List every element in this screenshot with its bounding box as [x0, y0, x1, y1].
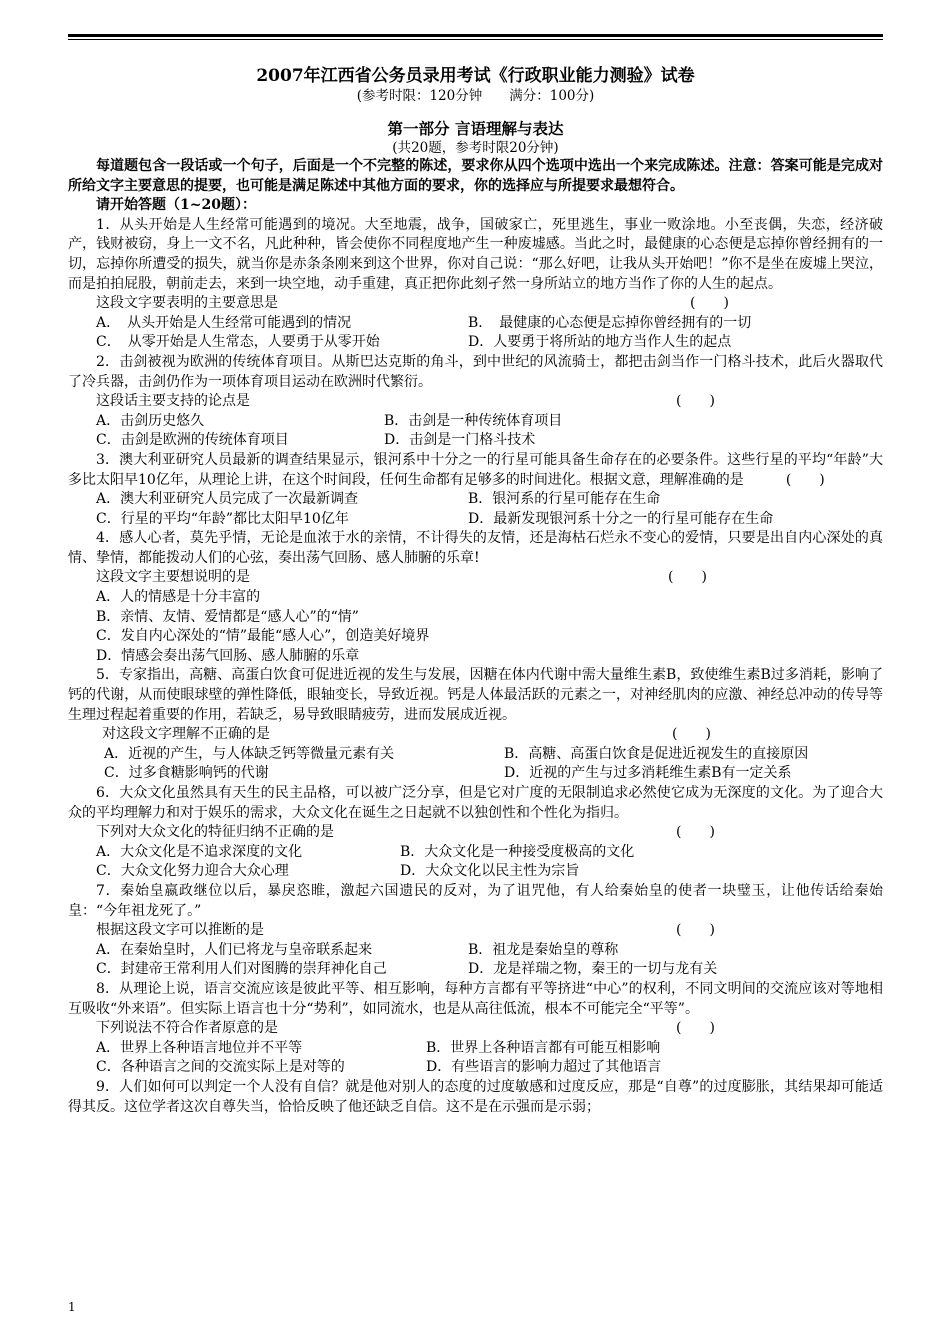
question-5-options-row-2: [68, 764, 883, 784]
option-c[interactable]: C．发自内心深处的“情”最能“感人心”，创造美好境界: [96, 628, 430, 645]
option-c[interactable]: C．过多食糖影响钙的代谢: [104, 765, 269, 782]
option-b[interactable]: B．世界上各种语言都有可能互相影响: [426, 1039, 661, 1056]
answer-paren: ( ): [668, 569, 707, 586]
option-a[interactable]: A．世界上各种语言地位并不平等: [96, 1039, 303, 1056]
option-a[interactable]: A．近视的产生，与人体缺乏钙等微量元素有关: [104, 745, 395, 762]
option-d[interactable]: D．近视的产生与过多消耗维生素B有一定关系: [504, 765, 792, 782]
exam-title: 2007年江西省公务员录用考试《行政职业能力测验》试卷: [256, 66, 695, 86]
question-3-options-row-1: [68, 490, 883, 510]
stem-text: 这段文字主要想说明的是: [96, 569, 250, 586]
option-b[interactable]: B．大众文化是一种接受度极高的文化: [400, 843, 635, 860]
option-b[interactable]: B．击剑是一种传统体育项目: [384, 412, 563, 429]
question-4-passage: 4．感人心者，莫先乎情，无论是血浓于水的亲情，不计得失的友情，还是海枯石烂永不变心的爱情，只要是出自内心深处的真情、挚情，都能拨动人们的心弦，奏出荡气回肠、感人肺腑的乐章!: [68, 530, 883, 566]
question-2-options-row-1: [68, 412, 883, 432]
answer-paren: ( ): [676, 393, 715, 410]
question-2-options-row-2: [68, 431, 883, 451]
option-d[interactable]: D．大众文化以民主性为宗旨: [400, 863, 580, 880]
question-1-stem: [68, 294, 883, 314]
option-b[interactable]: B．亲情、友情、爱情都是“感人心”的“情”: [96, 608, 359, 625]
question-8-options-row-2: [68, 1058, 883, 1078]
header-rule-thick: [68, 34, 883, 37]
question-5-passage: 5．专家指出，高糖、高蛋白饮食可促进近视的发生与发展，因糖在体内代谢中需大量维生素B，致使维生素B过多消耗，影响了钙的代谢，从而使眼球壁的弹性降低，眼轴变长，导致近视。钙是人体最活跃的元素之一，对神经肌肉的应激、神经总冲动的传导等生理过程起着重要的作用，若缺乏，易导致眼睛疲劳，进而发展成近视。: [68, 667, 883, 723]
part-subtitle: (共20题，参考时限20分钟): [392, 140, 559, 156]
question-6-stem: [68, 823, 883, 843]
question-8-passage: 8．从理论上说，语言交流应该是彼此平等、相互影响，每种方言都有平等挤进“中心”的权利，不同文明间的交流应该对等地相互吸收“外来语”。但实际上语言也十分“势利”，如同流水，也是从高往低流，根本不可能完全“平等”。: [68, 980, 883, 1017]
answer-paren: ( ): [785, 471, 825, 488]
question-7-options-row-1: [68, 941, 883, 961]
page-number: 1: [68, 1300, 76, 1314]
question-5-options-row-1: [68, 745, 883, 765]
question-8-options-row-1: [68, 1039, 883, 1059]
question-8-stem: [68, 1019, 883, 1039]
question-1-options-row-2: [68, 333, 883, 353]
question-7-stem: [68, 921, 883, 941]
option-b[interactable]: B．祖龙是秦始皇的尊称: [468, 941, 619, 958]
stem-text: 对这段文字理解不正确的是: [102, 726, 270, 743]
option-d[interactable]: D．龙是祥瑞之物，秦王的一切与龙有关: [468, 961, 718, 978]
option-c[interactable]: C．击剑是欧洲的传统体育项目: [96, 432, 289, 449]
option-d[interactable]: D．人要勇于将所站的地方当作人生的起点: [468, 334, 732, 351]
option-c[interactable]: C． 从零开始是人生常态，人要勇于从零开始: [96, 334, 380, 351]
stem-text: 根据这段文字可以推断的是: [96, 922, 264, 939]
question-6-options-row-1: [68, 843, 883, 863]
question-3-passage: [68, 451, 883, 490]
question-9-passage: 9．人们如何可以判定一个人没有自信？就是他对别人的态度的过度敏感和过度反应，那是“自尊”的过度膨胀，其结果却可能适得其反。这位学者这次自尊失当，恰恰反映了他还缺乏自信。这不是在示强而是示弱；: [68, 1078, 883, 1115]
option-c[interactable]: C．行星的平均“年龄”都比太阳早10亿年: [96, 510, 349, 527]
question-7-passage: 7．秦始皇嬴政继位以后，暴戾恣睢，激起六国遗民的反对，为了诅咒他，有人给秦始皇的使者一块璧玉，让他传话给秦始皇：“今年祖龙死了。”: [68, 882, 883, 919]
option-b[interactable]: B． 最健康的心态便是忘掉你曾经拥有的一切: [468, 314, 752, 331]
option-a[interactable]: A．在秦始皇时，人们已将龙与皇帝联系起来: [96, 941, 373, 958]
question-1-passage: 1．从头开始是人生经常可能遇到的境况。大至地震，战争，国破家亡，死里逃生，事业一败涂地。小至丧偶，失恋，经济破产，钱财被窃，身上一文不名，凡此种种，皆会使你不同程度地产生一种废墟感。当此之时，最健康的心态便是忘掉你曾经拥有的一切，忘掉你所遭受的损失，就当你是赤条条刚来到这个世界，你对自己说：“那么好吧，让我从头开始吧！”你不是坐在废墟上哭泣，而是拍拍屁股，朝前走去，来到一块空地，动手重建，真正把你此刻孑然一身所站立的地方当作了你的人生的起点。: [68, 216, 883, 292]
start-label: 请开始答题（1~20题）：: [96, 197, 256, 214]
exam-page: [68, 34, 883, 1117]
answer-paren: ( ): [676, 1020, 715, 1037]
question-6-options-row-2: [68, 862, 883, 882]
option-d[interactable]: D．最新发现银河系十分之一的行星可能存在生命: [468, 510, 774, 527]
option-d[interactable]: D．有些语言的影响力超过了其他语言: [426, 1059, 662, 1076]
option-a[interactable]: A．人的情感是十分丰富的: [96, 589, 261, 606]
option-c[interactable]: C．封建帝王常利用人们对图腾的崇拜神化自己: [96, 961, 387, 978]
question-2-stem: [68, 392, 883, 412]
stem-text: 下列对大众文化的特征归纳不正确的是: [96, 824, 334, 841]
option-a[interactable]: A． 从头开始是人生经常可能遇到的情况: [96, 314, 352, 331]
header-rule-thin: [68, 39, 883, 40]
stem-text: 下列说法不符合作者原意的是: [96, 1020, 278, 1037]
question-1-options-row-1: [68, 314, 883, 334]
answer-paren: ( ): [676, 824, 715, 841]
instructions: 每道题包含一段话或一个句子，后面是一个不完整的陈述，要求你从四个选项中选出一个来完成陈述。注意：答案可能是完成对所给文字主要意思的提要，也可能是满足陈述中其他方面的要求，你的选择应与所提要求最想符合。: [68, 158, 883, 194]
part-title: 第一部分 言语理解与表达: [387, 119, 564, 138]
exam-subtitle: (参考时限：120分钟 满分：100分): [356, 88, 595, 104]
stem-text: 这段话主要支持的论点是: [96, 393, 250, 410]
option-a[interactable]: A．大众文化是不追求深度的文化: [96, 843, 303, 860]
passage-text: 3．澳大利亚研究人员最新的调查结果显示，银河系中十分之一的行星可能具备生命存在的必要条件。这些行星的平均“年龄”大多比太阳早10亿年，从理论上讲，在这个时间段，任何生命都有足够多的时间进化。根据文意，理解准确的是: [68, 451, 883, 488]
option-c[interactable]: C．各种语言之间的交流实际上是对等的: [96, 1059, 345, 1076]
question-6-passage: 6．大众文化虽然具有天生的民主品格，可以被广泛分享，但是它对广度的无限制追求必然使它成为无深度的文化。为了迎合大众的平均理解力和对于娱乐的需求，大众文化在诞生之日起就不以独创性和个性化为指归。: [68, 785, 883, 821]
option-a[interactable]: A．澳大利亚研究人员完成了一次最新调查: [96, 491, 359, 508]
answer-paren: ( ): [690, 295, 729, 312]
option-b[interactable]: B．高糖、高蛋白饮食是促进近视发生的直接原因: [504, 745, 809, 762]
stem-text: 这段文字要表明的主要意思是: [96, 295, 278, 312]
question-5-stem: [68, 725, 883, 745]
option-d[interactable]: D．击剑是一门格斗技术: [384, 432, 536, 449]
exam-content: [68, 157, 883, 1117]
question-7-options-row-2: [68, 960, 883, 980]
answer-paren: ( ): [676, 922, 715, 939]
option-b[interactable]: B．银河系的行星可能存在生命: [468, 491, 661, 508]
option-a[interactable]: A．击剑历史悠久: [96, 412, 205, 429]
question-3-options-row-2: [68, 510, 883, 530]
question-2-passage: 2．击剑被视为欧洲的传统体育项目。从斯巴达克斯的角斗，到中世纪的风流骑士，都把击剑当作一门格斗技术，此后火器取代了冷兵器，击剑仍作为一项体育项目运动在欧洲时代繁衍。: [68, 353, 883, 390]
option-d[interactable]: D．情感会奏出荡气回肠、感人肺腑的乐章: [96, 647, 360, 664]
question-4-stem: [68, 568, 883, 588]
option-c[interactable]: C．大众文化努力迎合大众心理: [96, 863, 289, 880]
answer-paren: ( ): [672, 726, 711, 743]
